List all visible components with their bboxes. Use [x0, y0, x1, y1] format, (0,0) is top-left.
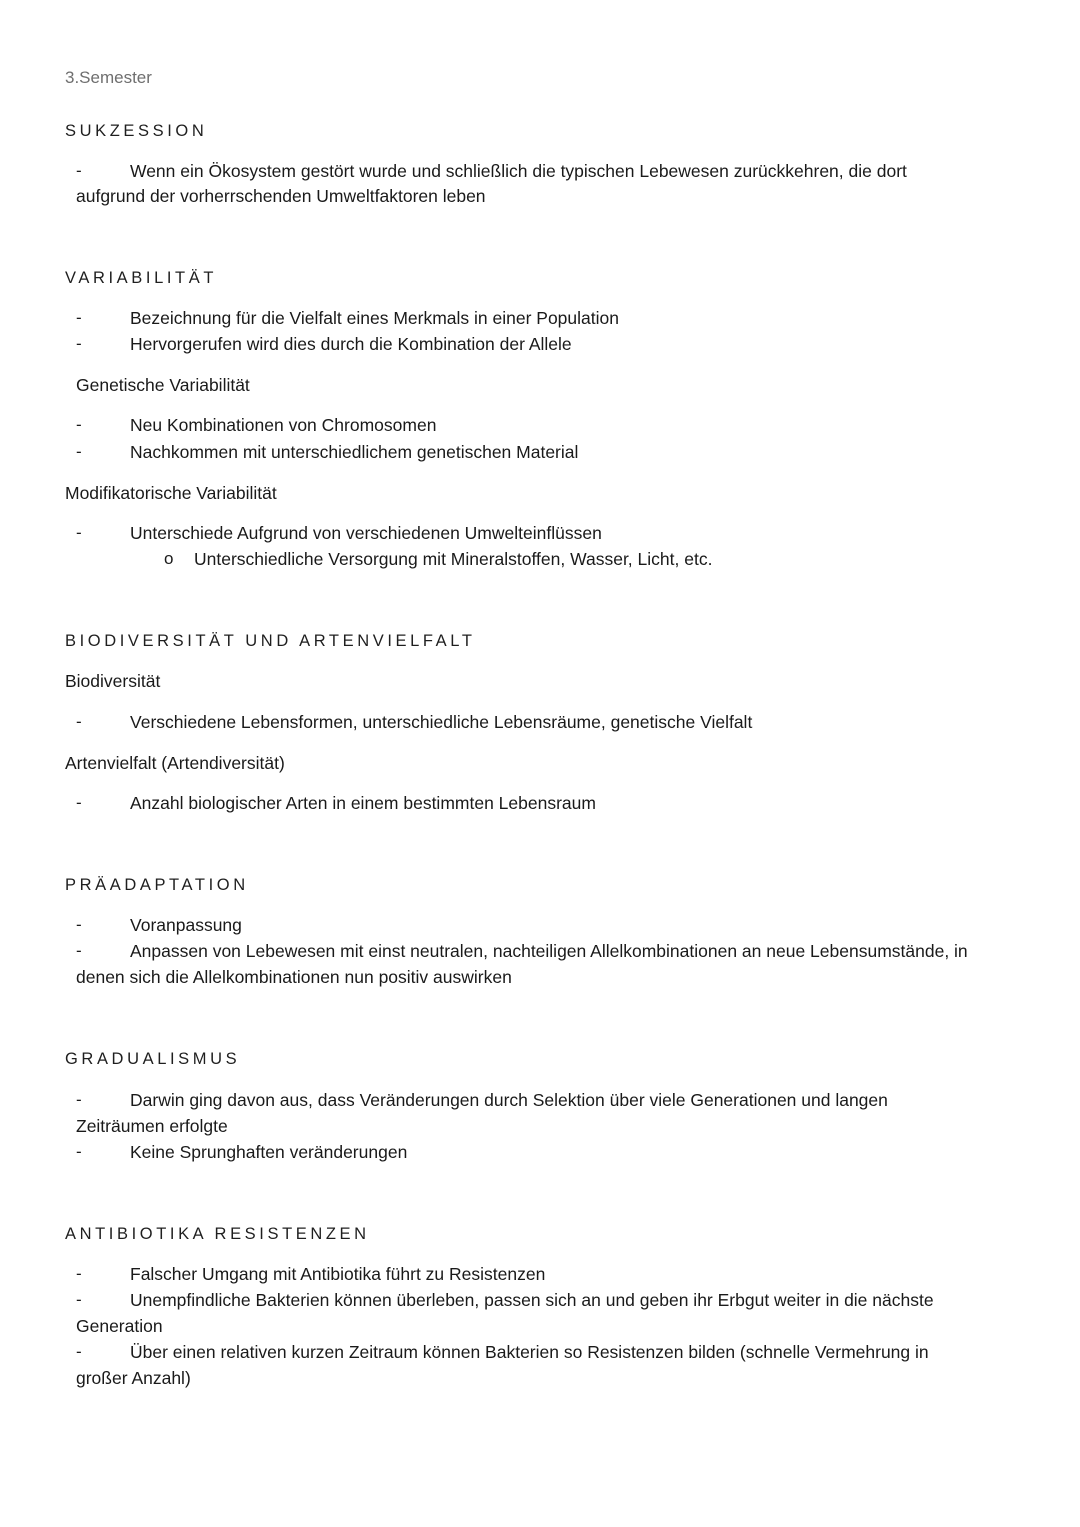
sukzession-item-1-line-1: Wenn ein Ökosystem gestört wurde und schließlich die typischen Lebewesen zurückkehren, die dort — [130, 161, 907, 181]
praeadaptation-item-1: Voranpassung — [130, 915, 242, 935]
modif-variability-label: Modifikatorische Variabilität — [65, 483, 277, 503]
bullet-dash: - — [76, 161, 82, 180]
modif-item-1: Unterschiede Aufgrund von verschiedenen Umwelteinflüssen — [130, 523, 602, 543]
biodiversitaet-item-1: Verschiedene Lebensformen, unterschiedliche Lebensräume, genetische Vielfalt — [130, 712, 753, 732]
bullet-dash: - — [76, 941, 82, 960]
sub-bullet-circle: o — [164, 549, 174, 568]
bullet-dash: - — [76, 1264, 82, 1283]
heading-sukzession: SUKZESSION — [65, 122, 208, 140]
genetic-variability-label: Genetische Variabilität — [76, 375, 250, 395]
bullet-dash: - — [76, 793, 82, 812]
variabilitaet-item-1: Bezeichnung für die Vielfalt eines Merkmals in einer Population — [130, 308, 619, 328]
bullet-dash: - — [76, 712, 82, 731]
antibiotika-item-3-line-2: großer Anzahl) — [76, 1368, 191, 1388]
bullet-dash: - — [76, 1290, 82, 1309]
praeadaptation-item-2-line-2: denen sich die Allelkombinationen nun positiv auswirken — [76, 967, 512, 987]
biodiversitaet-label: Biodiversität — [65, 671, 161, 691]
bullet-dash: - — [76, 1142, 82, 1161]
bullet-dash: - — [76, 523, 82, 542]
heading-biodiversitaet: BIODIVERSITÄT UND ARTENVIELFALT — [65, 632, 476, 650]
bullet-dash: - — [76, 308, 82, 327]
heading-antibiotika: ANTIBIOTIKA RESISTENZEN — [65, 1225, 370, 1243]
artenvielfalt-label: Artenvielfalt (Artendiversität) — [65, 753, 285, 773]
gradualismus-item-2: Keine Sprunghaften veränderungen — [130, 1142, 408, 1162]
modif-subitem-1: Unterschiedliche Versorgung mit Mineralstoffen, Wasser, Licht, etc. — [194, 549, 713, 569]
bullet-dash: - — [76, 442, 82, 461]
bullet-dash: - — [76, 915, 82, 934]
sukzession-item-1-line-2: aufgrund der vorherrschenden Umweltfaktoren leben — [76, 186, 486, 206]
heading-praeadaptation: PRÄADAPTATION — [65, 876, 249, 894]
variabilitaet-item-2: Hervorgerufen wird dies durch die Kombination der Allele — [130, 334, 572, 354]
genetic-item-1: Neu Kombinationen von Chromosomen — [130, 415, 437, 435]
praeadaptation-item-2-line-1: Anpassen von Lebewesen mit einst neutralen, nachteiligen Allelkombinationen an neue Lebensumstände, in — [130, 941, 968, 961]
antibiotika-item-3-line-1: Über einen relativen kurzen Zeitraum können Bakterien so Resistenzen bilden (schnelle Vermehrung in — [130, 1342, 929, 1362]
antibiotika-item-1: Falscher Umgang mit Antibiotika führt zu Resistenzen — [130, 1264, 546, 1284]
heading-gradualismus: GRADUALISMUS — [65, 1050, 241, 1068]
page-header: 3.Semester — [65, 68, 152, 87]
bullet-dash: - — [76, 415, 82, 434]
gradualismus-item-1-line-1: Darwin ging davon aus, dass Veränderungen durch Selektion über viele Generationen und langen — [130, 1090, 888, 1110]
gradualismus-item-1-line-2: Zeiträumen erfolgte — [76, 1116, 228, 1136]
bullet-dash: - — [76, 1342, 82, 1361]
bullet-dash: - — [76, 334, 82, 353]
genetic-item-2: Nachkommen mit unterschiedlichem genetischen Material — [130, 442, 579, 462]
bullet-dash: - — [76, 1090, 82, 1109]
heading-variabilitaet: VARIABILITÄT — [65, 269, 218, 287]
antibiotika-item-2-line-1: Unempfindliche Bakterien können überleben, passen sich an und geben ihr Erbgut weiter in die nächste — [130, 1290, 934, 1310]
artenvielfalt-item-1: Anzahl biologischer Arten in einem bestimmten Lebensraum — [130, 793, 596, 813]
antibiotika-item-2-line-2: Generation — [76, 1316, 163, 1336]
